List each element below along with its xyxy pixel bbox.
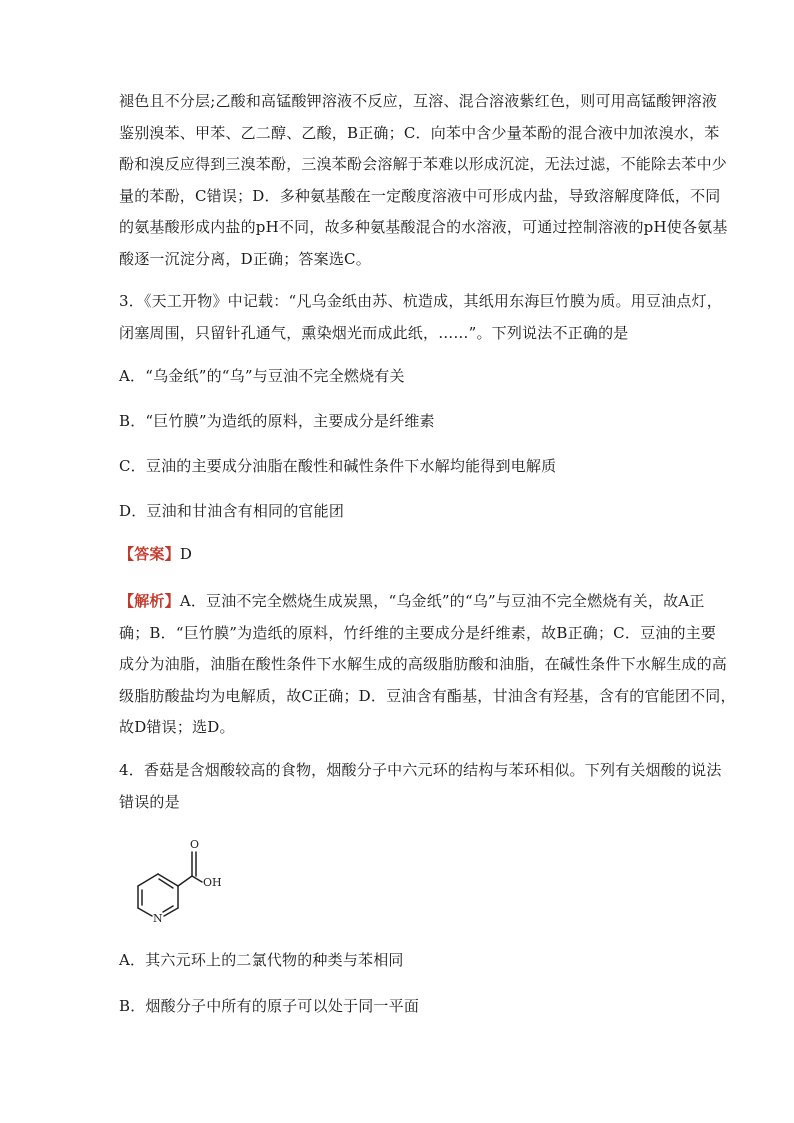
atom-oh: OH: [203, 876, 222, 889]
analysis-line: 确；B．“巨竹膜”为造纸的原料，竹纤维的主要成分是纤维素，故B正确；C．豆油的主要: [119, 623, 717, 642]
q3-option-c: C．豆油的主要成分油脂在酸性和碱性条件下水解均能得到电解质: [119, 457, 557, 475]
stem-line: 闭塞周围，只留针孔通气，熏染烟光而成此纸，……”。下列说法不正确的是: [119, 323, 629, 342]
analysis-tag: 【解析】: [119, 592, 180, 610]
stem-line: 错误的是: [119, 792, 180, 811]
q4-option-b: B．烟酸分子中所有的原子可以处于同一平面: [119, 997, 420, 1015]
analysis-line: 成分为油脂，油脂在酸性条件下水解生成的高级脂肪酸和油脂，在碱性条件下水解生成的高: [119, 655, 728, 673]
question-4-stem: [119, 755, 722, 818]
question-3-stem: [119, 286, 722, 349]
nicotinic-acid-structure: [122, 836, 232, 926]
q3-option-a: A．“乌金纸”的“乌”与豆油不完全燃烧有关: [119, 367, 405, 385]
q3-analysis: [119, 586, 736, 744]
q3-option-d: D．豆油和甘油含有相同的官能团: [119, 502, 345, 520]
intro-line: 褪色且不分层;乙酸和高锰酸钾溶液不反应，互溶、混合溶液紫红色，则可用高锰酸钾溶液: [119, 92, 718, 110]
stem-line: 3．《天工开物》中记载：“凡乌金纸由苏、杭造成，其纸用东海巨竹膜为质。用豆油点灯，: [119, 292, 722, 310]
intro-line: 鉴别溴苯、甲苯、乙二醇、乙酸，B正确；C．向苯中含少量苯酚的混合液中加浓溴水，苯: [119, 123, 720, 142]
carboxyl-bond: [178, 876, 192, 886]
intro-line: 酸逐一沉淀分离，D正确；答案选C。: [119, 249, 371, 268]
analysis-line: [119, 586, 705, 618]
ring-bond: [138, 874, 158, 886]
intro-line: 酚和溴反应得到三溴苯酚，三溴苯酚会溶解于苯难以形成沉淀，无法过滤，不能除去苯中少: [119, 155, 728, 173]
ring-bond: [138, 908, 152, 916]
q3-answer: [119, 539, 679, 571]
ring-double-bond: [159, 879, 173, 888]
answer-value: D: [179, 545, 193, 563]
analysis-text: A．豆油不完全燃烧生成炭黑，“乌金纸”的“乌”与豆油不完全燃烧有关，故A正: [179, 592, 705, 610]
intro-line: 量的苯酚，C错误；D．多种氨基酸在一定酸度溶液中可形成内盐，导致溶解度降低，不同: [119, 186, 721, 205]
q4-option-a: A．其六元环上的二氯代物的种类与苯相同: [119, 951, 404, 969]
atom-o: O: [190, 838, 200, 851]
stem-line: 4．香菇是含烟酸较高的食物，烟酸分子中六元环的结构与苯环相似。下列有关烟酸的说法: [119, 761, 722, 779]
ring-bond: [164, 908, 178, 916]
intro-line: 的氨基酸形成内盐的pH不同，故多种氨基酸混合的水溶液，可通过控制溶液的pH使各氨基: [119, 218, 728, 236]
analysis-line: 级脂肪酸盐均为电解质，故C正确；D．豆油含有酯基，甘油含有羟基，含有的官能团不同，: [119, 686, 736, 705]
intro-paragraph: [119, 86, 728, 275]
answer-tag: 【答案】: [119, 545, 180, 563]
analysis-line: 故D错误；选D。: [119, 718, 235, 736]
atom-n: N: [153, 912, 163, 925]
q3-option-b: B．“巨竹膜”为造纸的原料，主要成分是纤维素: [119, 412, 435, 430]
hydroxyl-bond: [192, 876, 202, 882]
